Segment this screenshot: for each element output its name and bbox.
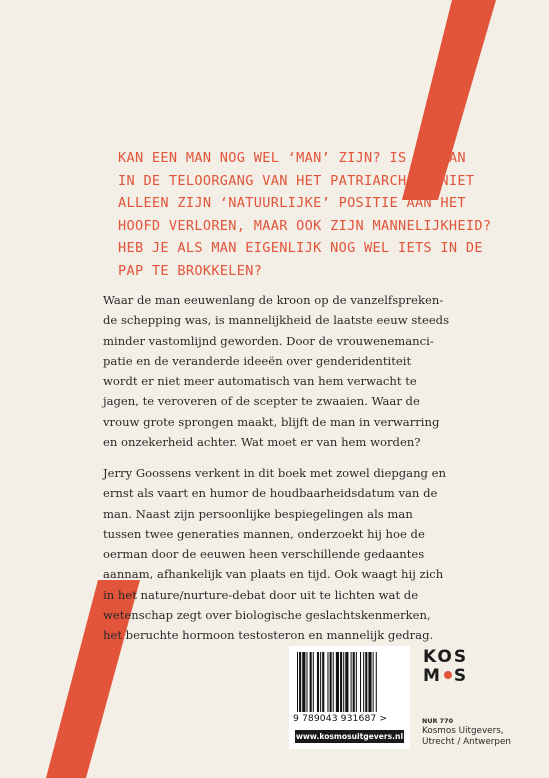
blurb-line: oerman door de eeuwen heen verschillende gedaantes <box>103 547 425 562</box>
nur-code: NUR 770 <box>422 717 454 725</box>
blurb-line: ernst als vaart en humor de houdbaarheidsdatum van de <box>103 486 438 501</box>
barcode-bar <box>313 652 314 712</box>
headline-line: HOOFD VERLOREN, MAAR OOK ZIJN MANNELIJKHEID? <box>118 217 492 234</box>
barcode-bar <box>320 652 321 712</box>
logo-dot-icon <box>444 671 452 679</box>
blurb-line: en onzekerheid achter. Wat moet er van hem worden? <box>103 435 421 450</box>
publisher-location: Utrecht / Antwerpen <box>422 737 511 748</box>
logo-line-1: KOS <box>423 647 469 667</box>
barcode-bar <box>368 652 371 712</box>
barcode-bar <box>353 652 355 712</box>
barcode-bar <box>333 652 334 712</box>
barcode-bar <box>330 652 332 712</box>
blurb-paragraph-1 <box>103 290 483 452</box>
barcode-bar <box>373 652 374 712</box>
barcode-bar <box>322 652 324 712</box>
blurb-line: man. Naast zijn persoonlijke bespiegelingen als man <box>103 506 413 521</box>
headline-line: PAP TE BROKKELEN? <box>118 262 263 279</box>
blurb-paragraph-2 <box>103 463 483 646</box>
blurb-line: wordt er niet meer automatisch van hem verwacht te <box>103 374 417 389</box>
barcode-bar <box>365 652 367 712</box>
barcode-bar <box>299 652 301 712</box>
isbn-digits: 9 789043 931687 > <box>293 713 388 724</box>
logo-line-2 <box>423 667 467 686</box>
barcode-bar <box>310 652 312 712</box>
barcode-bar <box>351 652 352 712</box>
headline-line: IN DE TELOORGANG VAN HET PATRIARCHAAT NIET <box>118 172 475 189</box>
kosmos-logo <box>423 648 467 686</box>
back-cover-headline <box>118 147 492 283</box>
logo-letter: M <box>423 666 442 686</box>
headline-line: HEB JE ALS MAN EIGENLIJK NOG WEL IETS IN DE <box>118 240 483 257</box>
publisher-imprint <box>422 716 511 749</box>
blurb-line: minder vastomlijnd geworden. Door de vrouwenemanci- <box>103 333 434 348</box>
barcode-bars <box>295 652 404 712</box>
blurb-line: jagen, te veroveren of de scepter te zwaaien. Waar de <box>103 394 420 409</box>
blurb-line: Waar de man eeuwenlang de kroon op de vanzelfspreken- <box>103 293 444 307</box>
barcode-bar <box>340 652 342 712</box>
publisher-name: Kosmos Uitgevers, <box>422 726 504 736</box>
blurb-line: aannam, afhankelijk van plaats en tijd. Ook waagt hij zich <box>103 567 444 582</box>
blurb-line: wetenschap zegt over biologische geslachtskenmerken, <box>103 608 431 623</box>
barcode-bar <box>317 652 319 712</box>
barcode-bar <box>363 652 364 712</box>
blurb-line: tussen twee generaties mannen, onderzoekt hij hoe de <box>103 526 425 541</box>
barcode-bar <box>336 652 339 712</box>
blurb-line: in het nature/nurture-debat door uit te lichten wat de <box>103 587 419 602</box>
barcode-bar <box>297 652 298 712</box>
publisher-url: www.kosmosuitgevers.nl <box>295 732 404 741</box>
blurb-line: vrouw grote sprongen maakt, blijft de man in verwarring <box>103 414 440 429</box>
blurb-line: het beruchte hormoon testosteron en mannelijk gedrag. <box>103 628 434 643</box>
barcode-bar <box>376 652 377 712</box>
blurb-line: de schepping was, is mannelijkheid de laatste eeuw steeds <box>103 313 450 328</box>
barcode-bar <box>306 652 307 712</box>
barcode-bar <box>356 652 357 712</box>
headline-line: ALLEEN ZIJN ‘NATUURLIJKE’ POSITIE AAN HET <box>118 195 466 212</box>
barcode-bar <box>302 652 305 712</box>
barcode-bar <box>345 652 348 712</box>
blurb-line: Jerry Goossens verkent in dit boek met zowel diepgang en <box>103 466 446 480</box>
logo-letter: S <box>453 666 469 686</box>
barcode-bar <box>360 652 361 712</box>
barcode-bar <box>327 652 328 712</box>
isbn-barcode <box>289 646 410 749</box>
barcode-bar <box>343 652 344 712</box>
headline-line: KAN EEN MAN NOG WEL ‘MAN’ ZIJN? IS DE MAN <box>118 150 466 166</box>
blurb-line: patie en de veranderde ideeën over genderidentiteit <box>103 353 412 368</box>
